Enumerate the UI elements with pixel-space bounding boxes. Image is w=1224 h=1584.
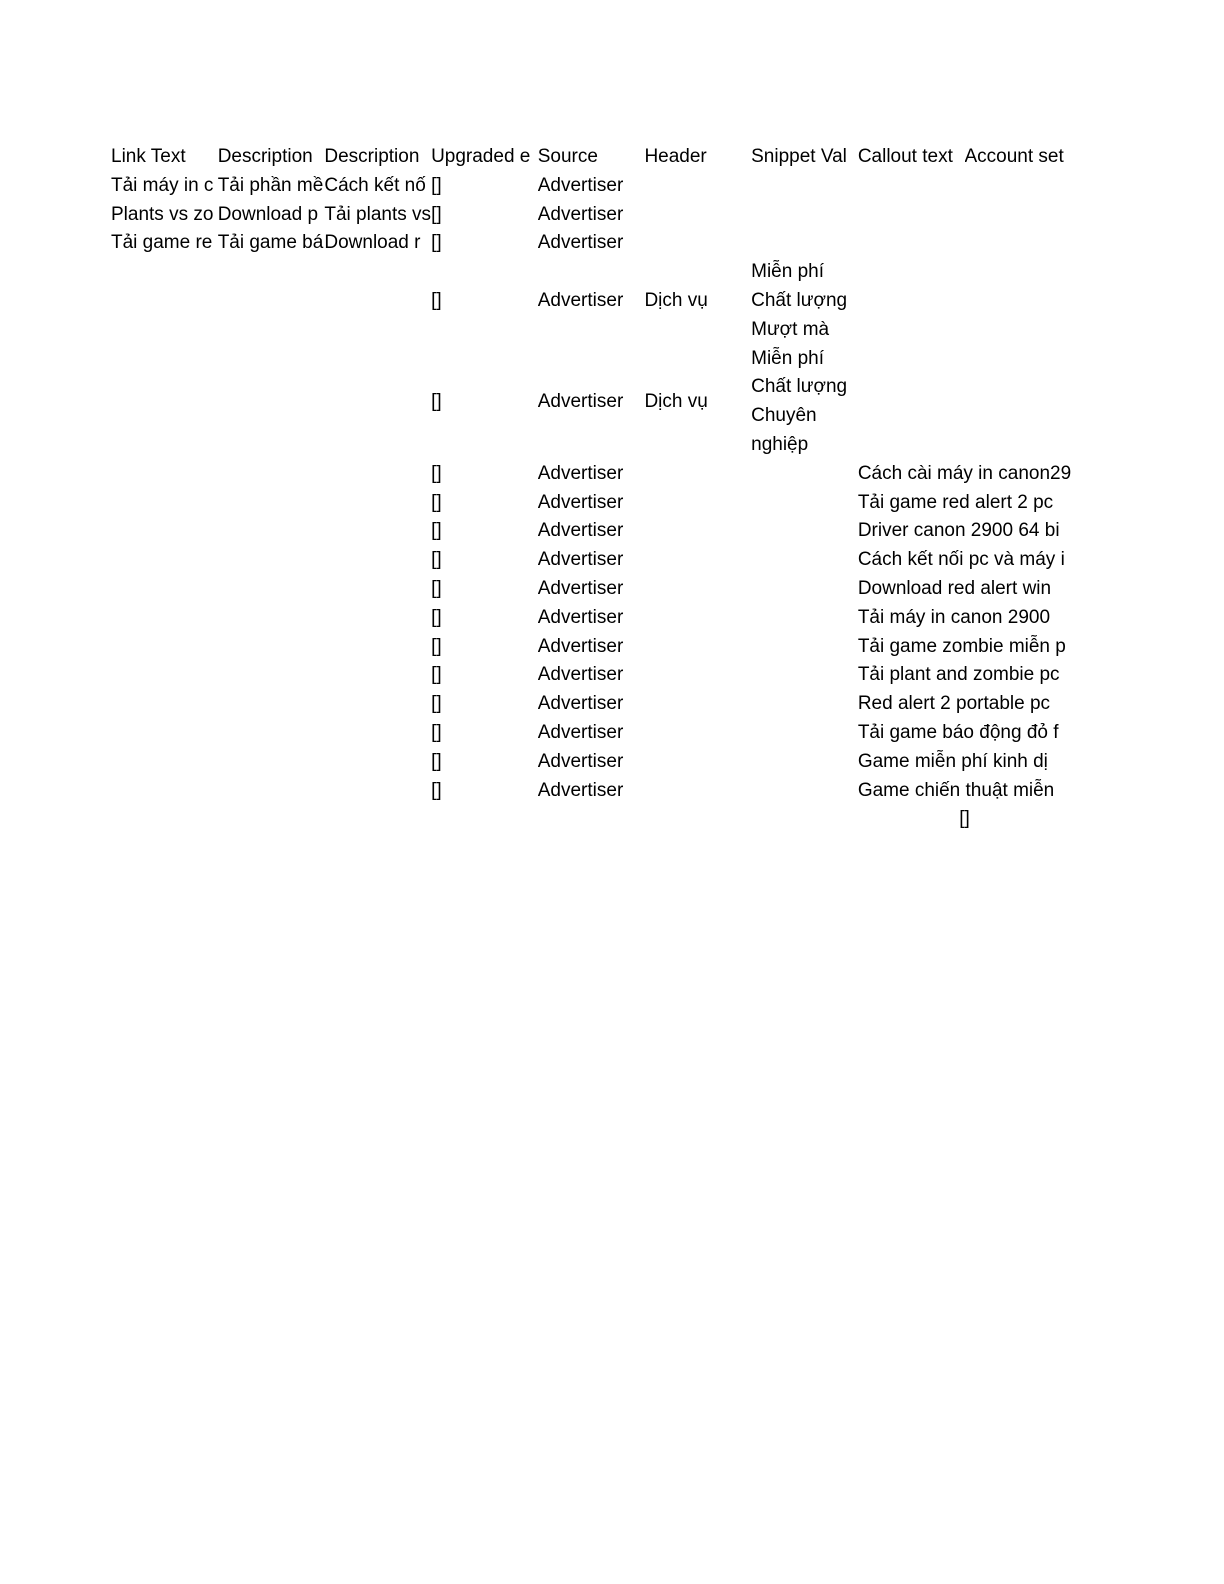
table-row [111,661,1071,690]
cell-description-2: Tải plants vs [324,203,432,225]
cell-header [644,719,751,748]
cell-snippet-values [751,489,858,518]
table-row [111,258,1071,344]
header-description-2: Description [324,146,420,167]
cell-upgraded: [] [431,203,442,225]
cell-header [644,460,751,489]
cell-link-text [111,748,218,777]
cell-upgraded: [] [431,462,442,484]
cell-upgraded: [] [431,174,442,196]
cell-link-text [111,604,218,633]
cell-header: Dịch vụ [644,390,708,412]
cell-header [644,690,751,719]
cell-link-text [111,517,218,546]
cell-snippet-values [751,460,858,489]
cell-header [644,172,751,201]
cell-description-2 [324,604,431,633]
cell-account-settings [965,229,1072,258]
snippet-value-line: Chuyên [751,405,817,427]
cell-empty [431,805,538,834]
cell-callout-text [858,201,965,230]
cell-snippet-values [751,258,858,344]
cell-description-1 [218,690,325,719]
cell-upgraded: [] [431,721,442,743]
cell-header [644,633,751,662]
cell-header [644,546,751,575]
cell-source: Advertiser [537,549,624,571]
cell-header [644,748,751,777]
cell-callout-text: Tải plant and zombie pc [857,664,1060,686]
cell-upgraded: [] [431,750,442,772]
cell-source: Advertiser [537,693,624,715]
cell-description-2: Cách kết nố [324,174,426,196]
cell-callout-text [858,229,965,258]
cell-upgraded: [] [431,635,442,657]
cell-link-text [111,575,218,604]
cell-description-1 [218,575,325,604]
table-row [111,172,1071,201]
cell-link-text [111,661,218,690]
cell-empty [111,805,218,834]
header-header: Header [644,146,707,167]
cell-account-settings [965,258,1072,344]
cell-snippet-values [751,604,858,633]
cell-link-text: Tải máy in c [111,174,214,196]
cell-description-2 [324,748,431,777]
cell-upgraded: [] [431,577,442,599]
header-account-settings: Account set [964,146,1064,167]
cell-callout-text: Tải game zombie miễn p [857,635,1066,657]
cell-snippet-values [751,229,858,258]
cell-link-text [111,777,218,806]
cell-description-2 [324,661,431,690]
cell-description-2 [324,633,431,662]
cell-link-text [111,690,218,719]
header-source: Source [537,146,598,167]
cell-description-1 [218,489,325,518]
cell-empty [324,805,431,834]
cell-description-1 [218,546,325,575]
cell-empty [644,805,751,834]
cell-link-text [111,546,218,575]
extensions-table [111,143,1071,834]
table-row [111,690,1071,719]
cell-header [644,575,751,604]
cell-empty [751,805,858,834]
cell-upgraded: [] [431,664,442,686]
cell-callout-text: Game chiến thuật miễn [857,779,1055,801]
cell-description-1 [218,345,325,460]
cell-description-1: Download p [217,203,319,225]
cell-snippet-values [751,661,858,690]
cell-source: Advertiser [537,174,624,196]
snippet-value-line: Chất lượng [751,376,848,398]
cell-link-text [111,345,218,460]
cell-description-2 [324,489,431,518]
cell-snippet-values [751,748,858,777]
header-link-text: Link Text [111,146,186,167]
cell-link-text: Plants vs zo [111,203,214,225]
cell-snippet-values [751,201,858,230]
cell-source: Advertiser [537,750,624,772]
cell-description-2: Download r [324,232,421,254]
cell-callout-text: Red alert 2 portable pc [857,693,1051,715]
cell-link-text: Tải game re [111,232,213,254]
cell-source: Advertiser [537,664,624,686]
cell-description-2 [324,460,431,489]
cell-description-1 [218,517,325,546]
header-callout-text: Callout text [857,146,953,167]
cell-source: Advertiser [537,462,624,484]
cell-snippet-values [751,633,858,662]
cell-upgraded: [] [431,520,442,542]
cell-link-text [111,489,218,518]
cell-description-1 [218,460,325,489]
cell-description-2 [324,258,431,344]
spreadsheet-page [111,143,1071,834]
table-row [111,229,1071,258]
cell-description-1 [218,604,325,633]
cell-description-1 [218,258,325,344]
table-row [111,719,1071,748]
table-row [111,201,1071,230]
cell-upgraded: [] [431,606,442,628]
snippet-value-line: Miễn phí [751,261,824,283]
cell-snippet-values [751,719,858,748]
table-row [111,748,1071,777]
cell-callout-text [858,172,965,201]
cell-snippet-values [751,517,858,546]
cell-source: Advertiser [537,635,624,657]
cell-source: Advertiser [537,520,624,542]
cell-account-settings [965,201,1072,230]
cell-snippet-values [751,575,858,604]
cell-account-settings-value: [] [959,808,970,830]
cell-callout-text: Cách cài máy in canon29 [857,462,1072,484]
cell-description-2 [324,777,431,806]
cell-description-1 [218,633,325,662]
cell-source: Advertiser [537,779,624,801]
cell-callout-text: Cách kết nối pc và máy i [857,549,1065,571]
cell-link-text [111,258,218,344]
table-row [111,517,1071,546]
cell-callout-text: Tải máy in canon 2900 [857,606,1051,628]
cell-upgraded: [] [431,232,442,254]
cell-source: Advertiser [537,577,624,599]
cell-header [644,604,751,633]
cell-link-text [111,633,218,662]
cell-description-2 [324,345,431,460]
cell-description-2 [324,690,431,719]
cell-callout-text: Driver canon 2900 64 bi [857,520,1060,542]
cell-description-2 [324,719,431,748]
header-upgraded: Upgraded e [431,146,531,167]
cell-header [644,229,751,258]
cell-description-2 [324,517,431,546]
cell-source: Advertiser [537,721,624,743]
cell-callout-text: Game miễn phí kinh dị [857,750,1048,772]
cell-empty [538,805,645,834]
cell-description-1: Tải phần mề [217,174,324,196]
cell-upgraded: [] [431,289,442,311]
table-row [111,805,1071,834]
cell-header [644,517,751,546]
cell-upgraded: [] [431,549,442,571]
cell-upgraded: [] [431,491,442,513]
cell-snippet-values [751,546,858,575]
snippet-value-line: nghiệp [751,433,809,455]
cell-source: Advertiser [537,203,624,225]
cell-callout-text: Tải game báo động đỏ f [857,721,1059,743]
table-row [111,546,1071,575]
cell-description-1 [218,748,325,777]
cell-source: Advertiser [537,491,624,513]
cell-snippet-values [751,172,858,201]
cell-account-settings [965,172,1072,201]
cell-callout-text [858,258,965,344]
table-row [111,460,1071,489]
cell-snippet-values [751,345,858,460]
snippet-value-line: Chất lượng [751,289,848,311]
cell-header [644,489,751,518]
cell-description-1 [218,719,325,748]
cell-description-1 [218,661,325,690]
cell-link-text [111,719,218,748]
cell-header: Dịch vụ [644,289,708,311]
cell-description-2 [324,546,431,575]
header-row [111,143,1071,172]
table-row [111,633,1071,662]
cell-snippet-values [751,777,858,806]
cell-upgraded: [] [431,779,442,801]
table-row [111,604,1071,633]
cell-upgraded: [] [431,390,442,412]
cell-snippet-values [751,690,858,719]
cell-description-1 [218,777,325,806]
cell-empty [218,805,325,834]
cell-source: Advertiser [537,289,624,311]
header-description-1: Description [217,146,313,167]
cell-source: Advertiser [537,232,624,254]
cell-header [644,661,751,690]
snippet-value-line: Mượt mà [751,318,830,340]
header-snippet-values: Snippet Val [751,146,847,167]
cell-callout-text: Download red alert win [857,577,1052,599]
cell-source: Advertiser [537,390,624,412]
table-row [111,489,1071,518]
snippet-value-line: Miễn phí [751,347,824,369]
cell-upgraded: [] [431,693,442,715]
table-row [111,777,1071,806]
cell-description-1: Tải game bá [217,232,324,254]
cell-account-settings [965,345,1072,460]
table-row [111,345,1071,460]
cell-callout-text: Tải game red alert 2 pc [857,491,1054,513]
cell-header [644,201,751,230]
cell-link-text [111,460,218,489]
table-row [111,575,1071,604]
cell-description-2 [324,575,431,604]
cell-source: Advertiser [537,606,624,628]
cell-callout-text [858,345,965,460]
cell-header [644,777,751,806]
